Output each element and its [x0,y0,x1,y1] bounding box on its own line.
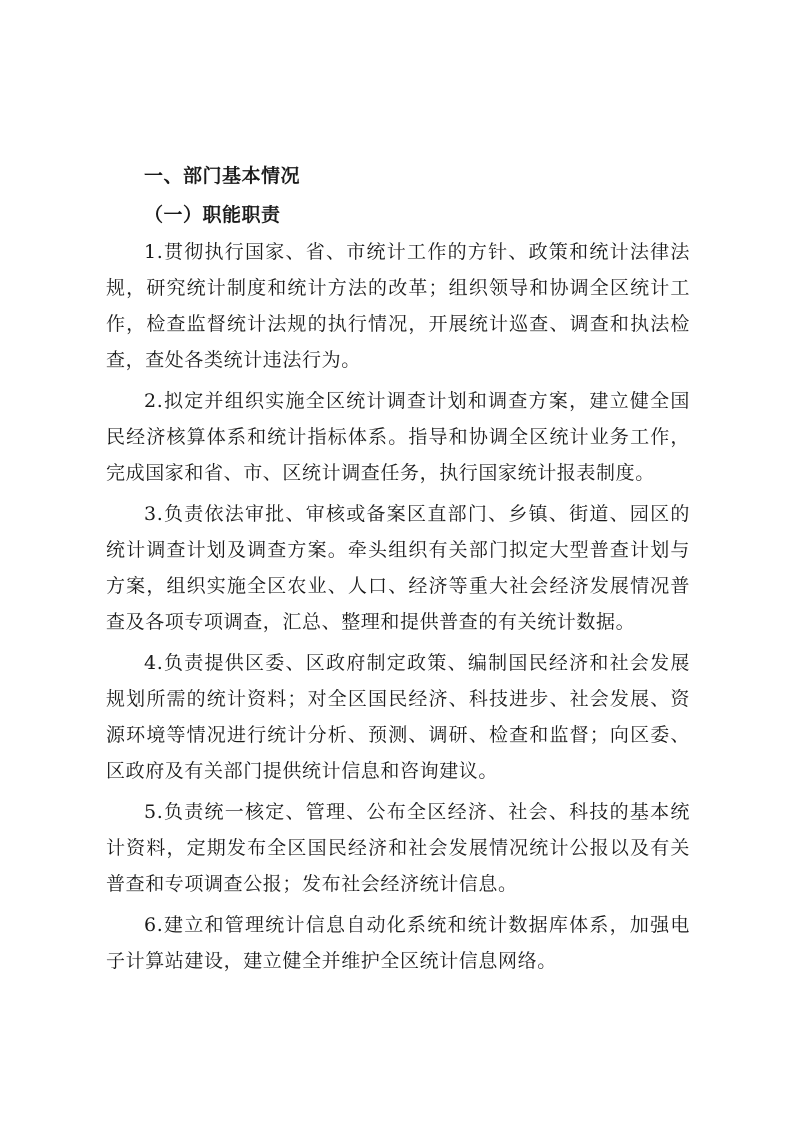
paragraph-5: 5.负责统一核定、管理、公布全区经济、社会、科技的基本统计资料，定期发布全区国民经济和社会发展情况统计公报以及有关普查和专项调查公报；发布社会经济统计信息。 [106,801,690,895]
subsection-heading: （一）职能职责 [144,204,281,226]
document-body [106,158,690,984]
paragraph-4: 4.负责提供区委、区政府制定政策、编制国民经济和社会发展规划所需的统计资料；对全区国民经济、科技进步、社会发展、资源环境等情况进行统计分析、预测、调研、检查和监督；向区委、区政府及有关部门提供统计信息和咨询建议。 [106,652,690,782]
paragraph-6: 6.建立和管理统计信息自动化系统和统计数据库体系，加强电子计算站建设，建立健全并维护全区统计信息网络。 [106,914,690,972]
section-heading: 一、部门基本情况 [144,165,301,187]
paragraph-1: 1.贯彻执行国家、省、市统计工作的方针、政策和统计法律法规，研究统计制度和统计方法的改革；组织领导和协调全区统计工作，检查监督统计法规的执行情况，开展统计巡查、调查和执法检查，查处各类统计违法行为。 [106,241,690,371]
paragraph-3: 3.负责依法审批、审核或备案区直部门、乡镇、街道、园区的统计调查计划及调查方案。牵头组织有关部门拟定大型普查计划与方案，组织实施全区农业、人口、经济等重大社会经济发展情况普查及各项专项调查，汇总、整理和提供普查的有关统计数据。 [106,503,690,633]
paragraph-2: 2.拟定并组织实施全区统计调查计划和调查方案，建立健全国民经济核算体系和统计指标体系。指导和协调全区统计业务工作，完成国家和省、市、区统计调查任务，执行国家统计报表制度。 [106,390,690,484]
